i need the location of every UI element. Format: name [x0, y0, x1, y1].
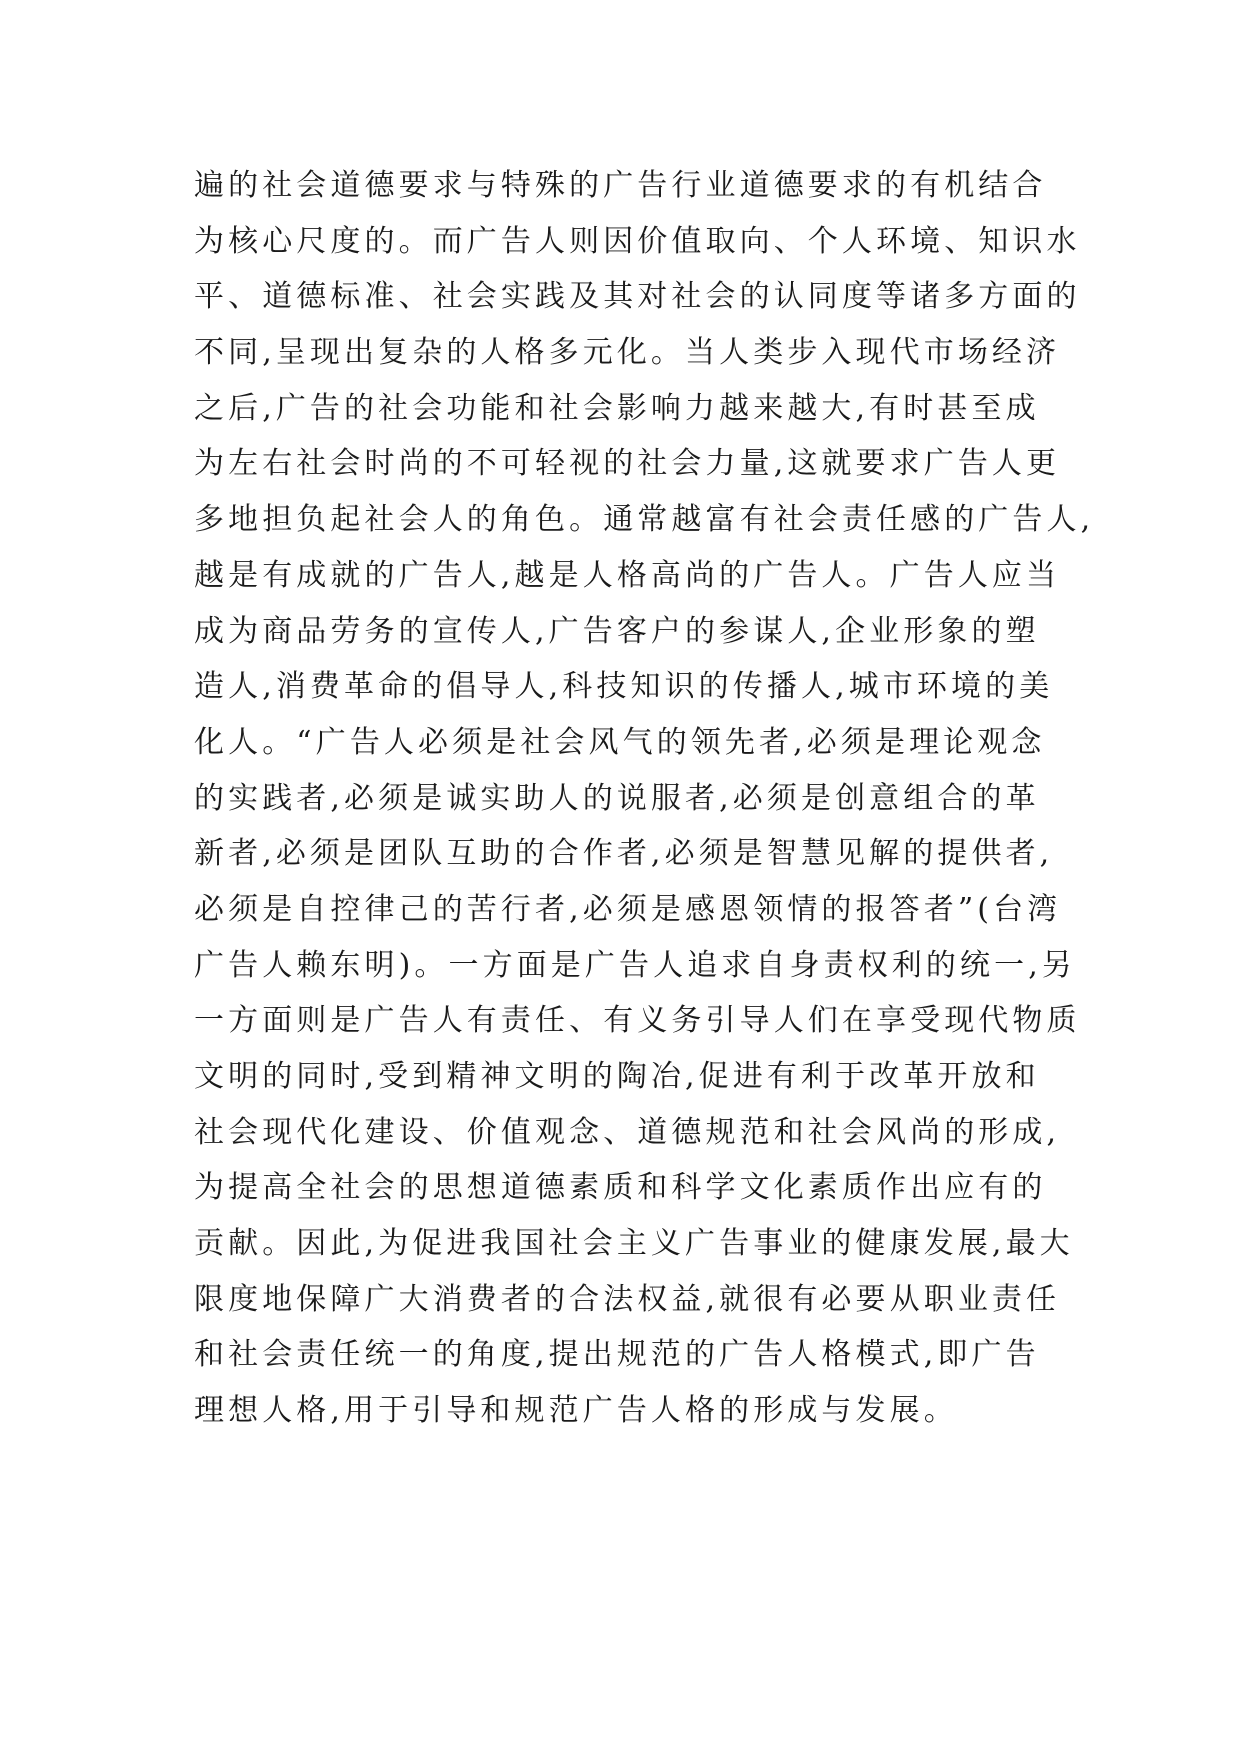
- body-paragraph: [194, 158, 1095, 1439]
- text-line: 为核心尺度的。而广告人则因价值取向、个人环境、知识水: [194, 223, 1081, 259]
- text-line: 为左右社会时尚的不可轻视的社会力量,这就要求广告人更: [194, 446, 1061, 482]
- text-line: 造人,消费革命的倡导人,科技知识的传播人,城市环境的美: [194, 669, 1054, 705]
- text-line: 化人。“广告人必须是社会风气的领先者,必须是理论观念: [194, 724, 1046, 760]
- text-line: 不同,呈现出复杂的人格多元化。当人类步入现代市场经济: [194, 335, 1061, 371]
- text-line: 必须是自控律己的苦行者,必须是感恩领情的报答者”(台湾: [194, 891, 1062, 927]
- text-line: 广告人赖东明)。一方面是广告人追求自身责权利的统一,另: [194, 947, 1076, 983]
- text-line: 和社会责任统一的角度,提出规范的广告人格模式,即广告: [194, 1337, 1040, 1373]
- text-line: 限度地保障广大消费者的合法权益,就很有必要从职业责任: [194, 1281, 1061, 1317]
- text-line: 社会现代化建设、价值观念、道德规范和社会风尚的形成,: [194, 1114, 1061, 1150]
- text-line: 成为商品劳务的宣传人,广告客户的参谋人,企业形象的塑: [194, 613, 1040, 649]
- text-line: 贡献。因此,为促进我国社会主义广告事业的健康发展,最大: [194, 1226, 1074, 1262]
- text-line: 为提高全社会的思想道德素质和科学文化素质作出应有的: [194, 1170, 1047, 1206]
- text-line: 的实践者,必须是诚实助人的说服者,必须是创意组合的革: [194, 780, 1040, 816]
- text-line: 一方面则是广告人有责任、有义务引导人们在享受现代物质: [194, 1003, 1081, 1039]
- text-line: 之后,广告的社会功能和社会影响力越来越大,有时甚至成: [194, 390, 1040, 426]
- text-line: 遍的社会道德要求与特殊的广告行业道德要求的有机结合: [194, 168, 1047, 203]
- text-line: 理想人格,用于引导和规范广告人格的形成与发展。: [194, 1393, 958, 1429]
- text-line: 多地担负起社会人的角色。通常越富有社会责任感的广告人,: [194, 502, 1095, 538]
- text-line: 文明的同时,受到精神文明的陶冶,促进有利于改革开放和: [194, 1059, 1040, 1094]
- text-line: 平、道德标准、社会实践及其对社会的认同度等诸多方面的: [194, 279, 1081, 315]
- text-line: 新者,必须是团队互助的合作者,必须是智慧见解的提供者,: [194, 836, 1054, 872]
- text-line: 越是有成就的广告人,越是人格高尚的广告人。广告人应当: [194, 557, 1061, 593]
